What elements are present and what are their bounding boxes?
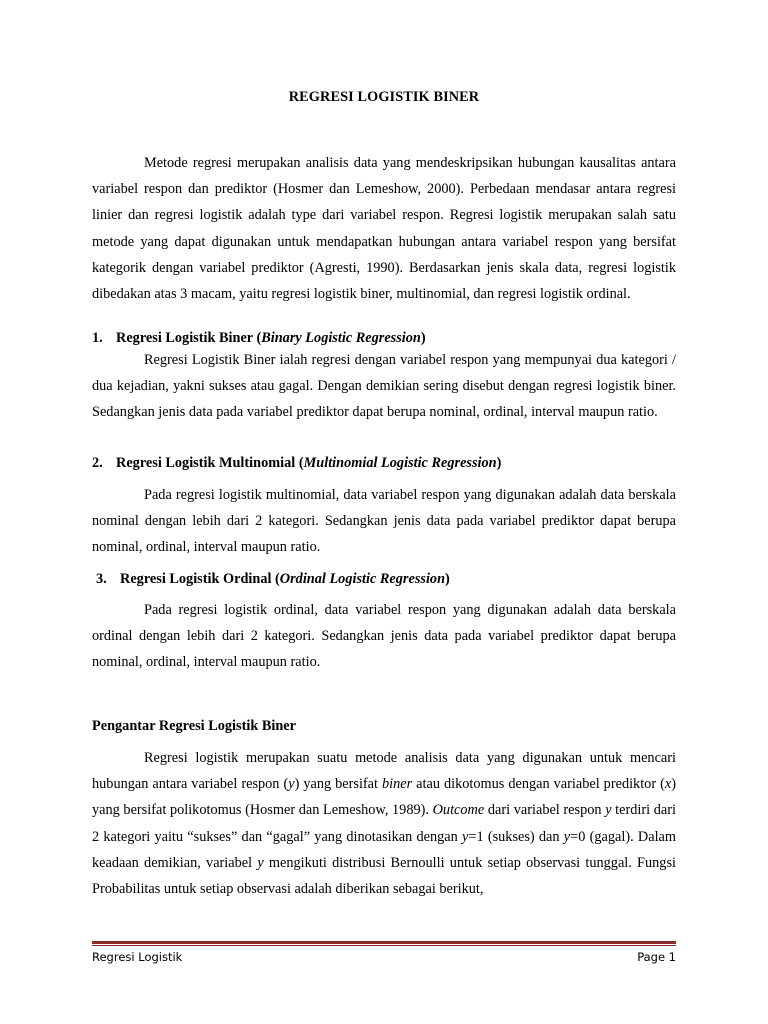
document-title: REGRESI LOGISTIK BINER: [288, 89, 480, 105]
section-heading-2: [92, 450, 676, 476]
section-label-close: ): [496, 455, 502, 471]
term-outcome: Outcome: [432, 802, 485, 819]
var-y: y: [563, 828, 571, 845]
var-y: y: [605, 802, 612, 819]
section-number: 3.: [96, 571, 107, 587]
var-y: y: [462, 828, 469, 845]
term-biner: biner: [382, 776, 413, 793]
footer-page-number: Page 1: [637, 950, 676, 964]
section-label-close: ): [420, 330, 426, 346]
footer-running-title: Regresi Logistik: [92, 950, 183, 964]
section-number: 1.: [92, 330, 103, 346]
footer-rule-thick: [92, 941, 676, 944]
section-label: Regresi Logistik Ordinal (: [120, 571, 280, 587]
section-body-1: Regresi Logistik Biner ialah regresi dengan variabel respon yang mempunyai dua kategori / dua kejadian, yakni sukses atau gagal. Dengan demikian sering disebut dengan regresi logistik biner. Sedangkan jenis data pada variabel prediktor dapat berupa nominal, ordinal, interval maupun ratio.: [92, 352, 676, 421]
footer-rule-thin: [92, 945, 676, 946]
section-label-italic: Multinomial Logistic Regression: [303, 455, 497, 471]
var-y: y: [288, 776, 295, 793]
section-label-italic: Ordinal Logistic Regression: [279, 571, 446, 587]
section-heading-3: [96, 566, 680, 592]
section-label-italic: Binary Logistic Regression: [261, 330, 421, 346]
var-x: x: [664, 776, 672, 793]
section-label: Regresi Logistik Biner (: [116, 330, 262, 346]
section-label-close: ): [445, 571, 450, 587]
section-label: Regresi Logistik Multinomial (: [116, 455, 304, 471]
intro-paragraph: Metode regresi merupakan analisis data yang mendeskripsikan hubungan kausalitas antara variabel respon dan prediktor (Hosmer dan Lemeshow, 2000). Perbedaan mendasar antara regresi linier dan regresi logistik adalah type dari variabel respon. Regresi logistik merupakan salah satu metode yang dapat digunakan untuk mendapatkan hubungan antara variabel respon yang bersifat kategorik dengan variabel prediktor (Agresti, 1990). Berdasarkan jenis skala data, regresi logistik dibedakan atas 3 macam, yaitu regresi logistik biner, multinomial, dan regresi logistik ordinal.: [92, 155, 676, 303]
section-body-3: Pada regresi logistik ordinal, data variabel respon yang digunakan adalah data berskala ordinal dengan lebih dari 2 kategori. Sedangkan jenis data pada variabel prediktor dapat berupa nominal, ordinal, interval maupun ratio.: [92, 602, 676, 671]
section-number: 2.: [92, 455, 103, 471]
pengantar-heading: Pengantar Regresi Logistik Biner: [92, 718, 296, 734]
pengantar-paragraph: Regresi logistik merupakan suatu metode analisis data yang digunakan untuk mencari hubungan antara variabel respon (y) yang bersifat biner atau dikotomus dengan variabel prediktor (x) yang bersifat polikotomus (Hosmer dan Lemeshow, 1989). Outcome dari variabel respon y terdiri dari 2 kategori yaitu “sukses” dan “gagal” yang dinotasikan dengan y=1 (sukses) dan y=0 (gagal). Dalam keadaan demikian, variabel y mengikuti distribusi Bernoulli untuk setiap observasi tunggal. Fungsi Probabilitas untuk setiap observasi adalah diberikan sebagai berikut,: [92, 750, 677, 898]
var-y: y: [257, 854, 264, 871]
section-body-2: Pada regresi logistik multinomial, data variabel respon yang digunakan adalah data berskala nominal dengan lebih dari 2 kategori. Sedangkan jenis data pada variabel prediktor dapat berupa nominal, ordinal, interval maupun ratio.: [92, 487, 676, 556]
